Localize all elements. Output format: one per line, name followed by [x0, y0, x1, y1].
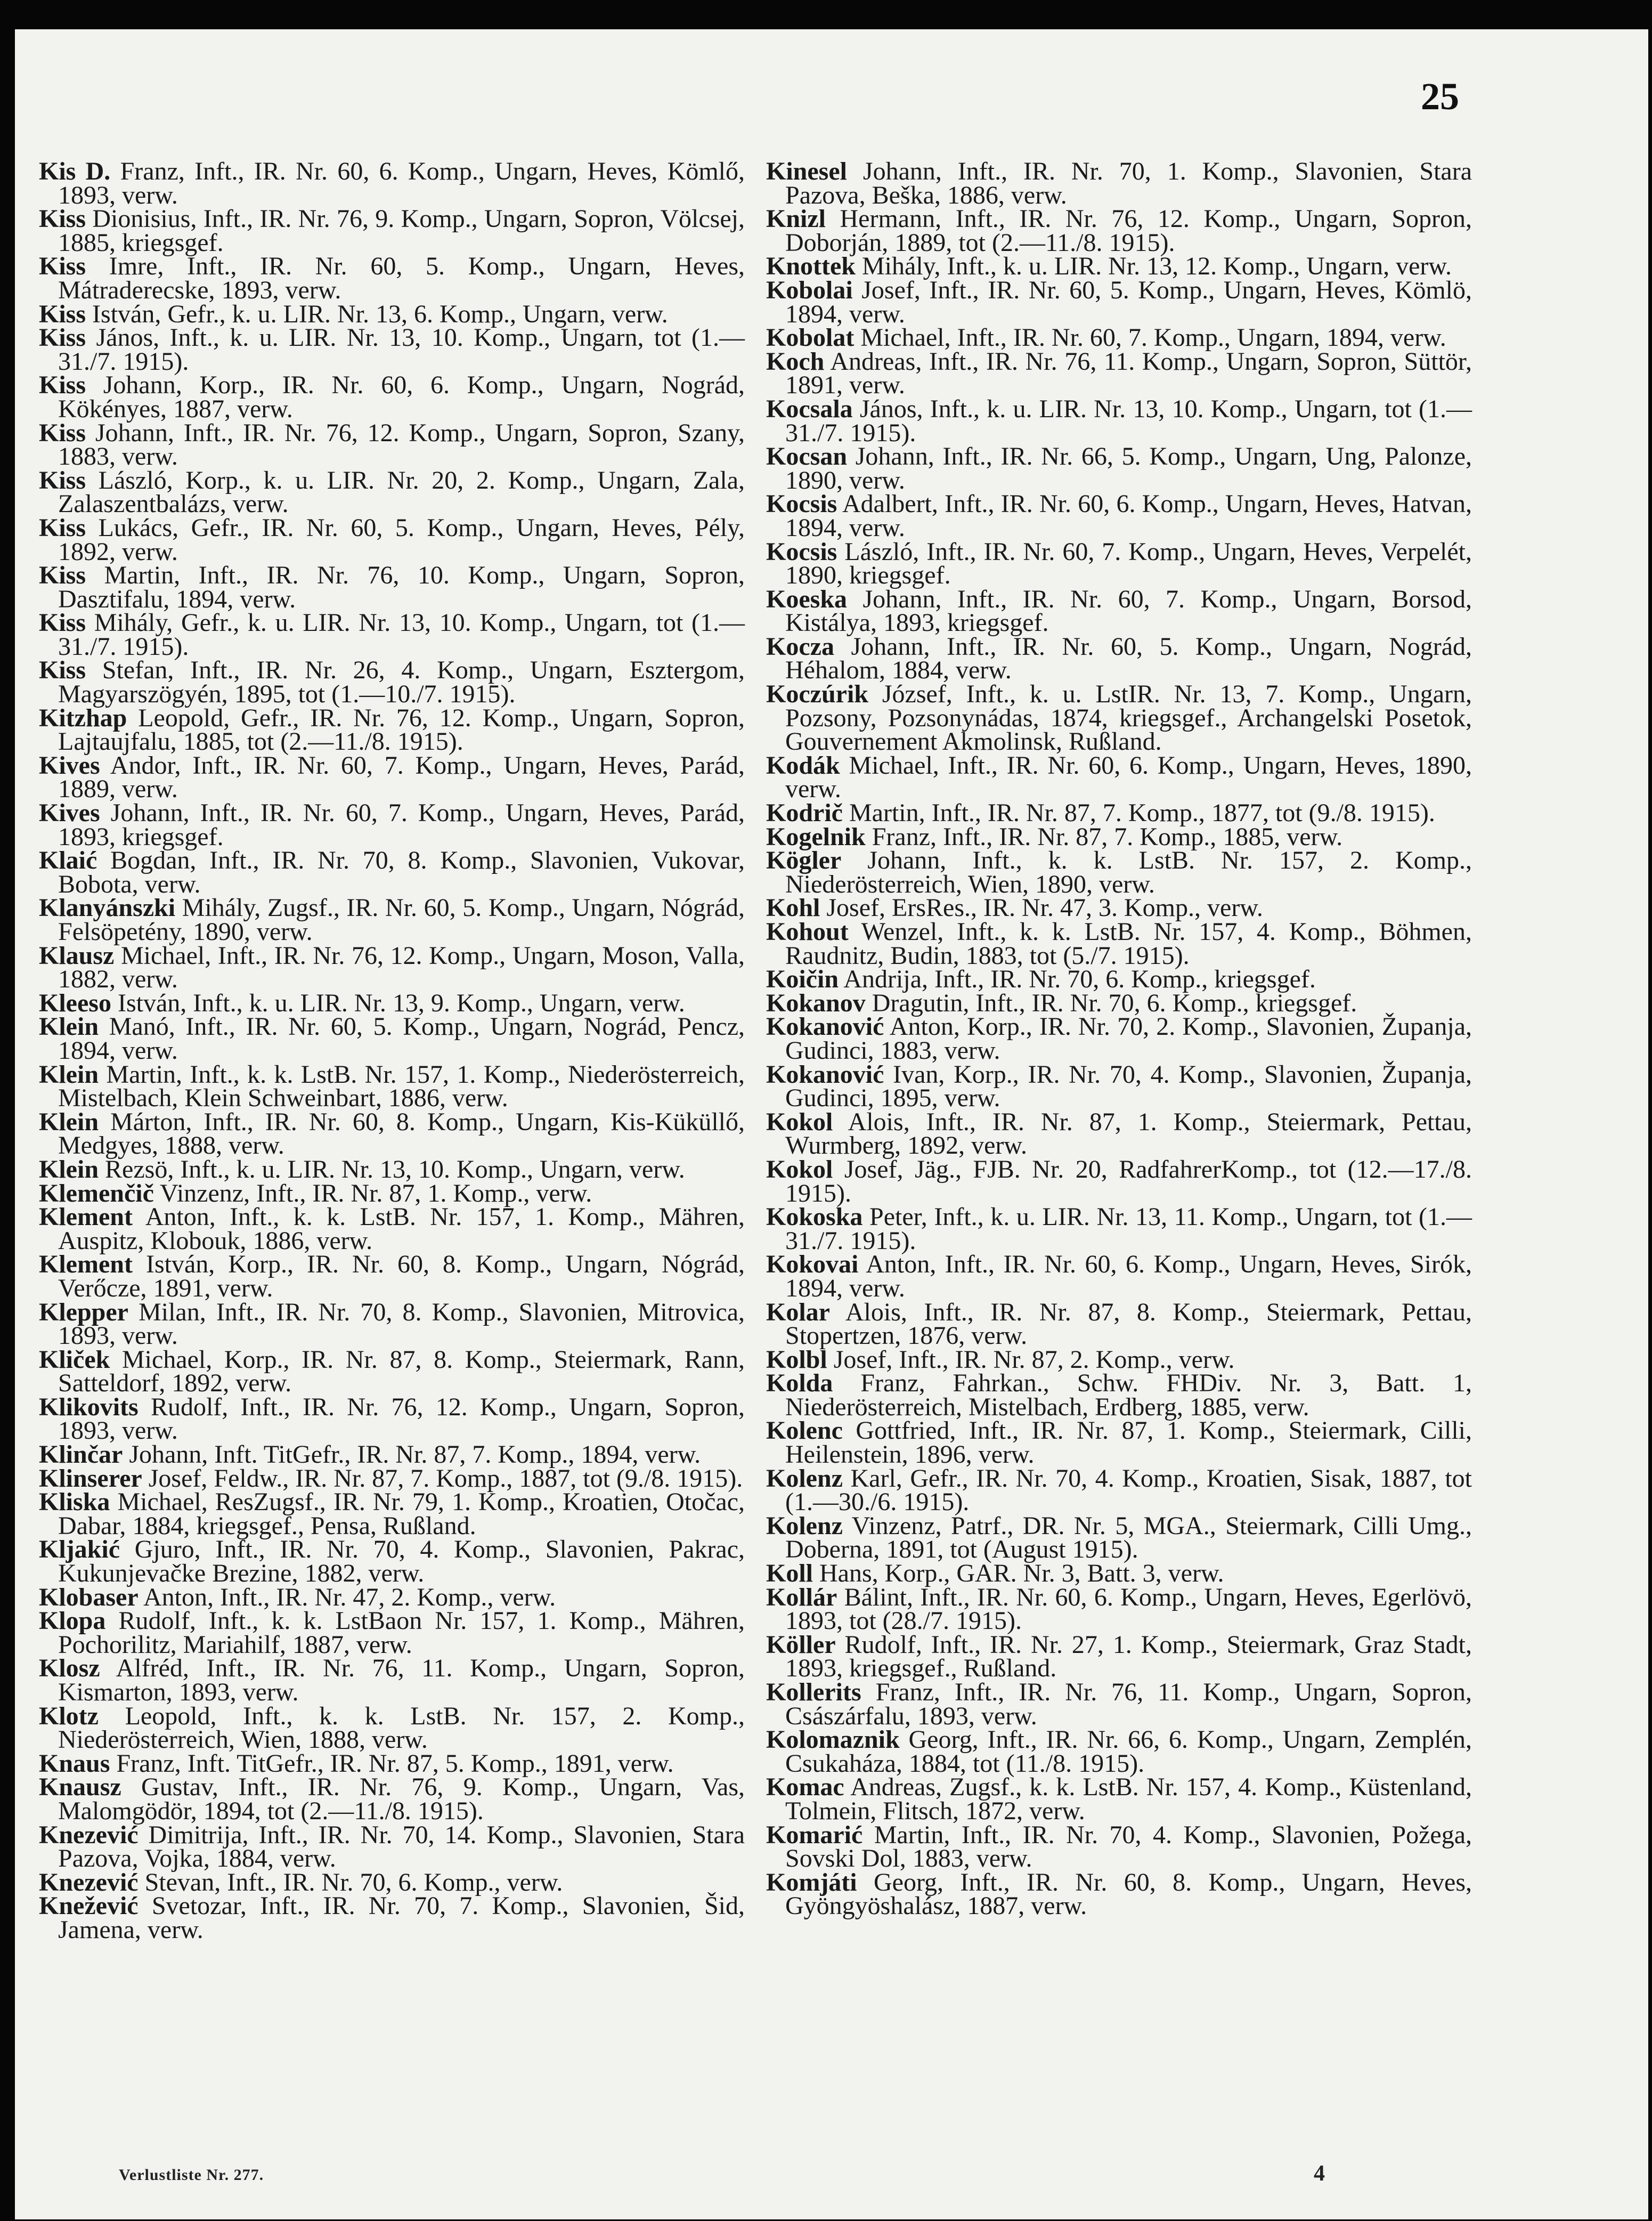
list-entry: [39, 1345, 745, 1398]
entry-details: Johann, Inft., IR. Nr. 60, 5. Komp., Ungarn, Nográd, Héhalom, 1884, verw.: [785, 632, 1472, 685]
list-entry: [766, 1725, 1472, 1778]
entry-surname: Kitzhap: [39, 703, 127, 732]
list-entry: [766, 1464, 1472, 1517]
entry-surname: Knizl: [766, 205, 826, 233]
entry-details: Stevan, Inft., IR. Nr. 70, 6. Komp., verw.: [144, 1868, 563, 1896]
list-entry: [39, 1894, 745, 1942]
entry-details: Andreas, Inft., IR. Nr. 76, 11. Komp., Ungarn, Sopron, Süttör, 1891, verw.: [785, 347, 1472, 400]
entry-surname: Kocza: [766, 632, 834, 661]
entry-details: Martin, Inft., k. k. LstB. Nr. 157, 1. Komp., Niederösterreich, Mistelbach, Klein Schweinbart, 1886, verw.: [58, 1060, 745, 1113]
entry-details: Josef, Inft., IR. Nr. 60, 5. Komp., Ungarn, Heves, Kömlö, 1894, verw.: [785, 275, 1472, 328]
entry-surname: Kiss: [39, 323, 86, 352]
list-entry: [39, 1179, 745, 1207]
entry-details: Rudolf, Inft., IR. Nr. 27, 1. Komp., Steiermark, Graz Stadt, 1893, kriegsgef., Rußland.: [785, 1630, 1472, 1683]
list-entry: [766, 799, 1472, 828]
entry-surname: Kocsan: [766, 442, 848, 471]
entry-details: Manó, Inft., IR. Nr. 60, 5. Komp., Ungarn, Nográd, Pencz, 1894, verw.: [58, 1012, 745, 1065]
footer-signature: 4: [1314, 2161, 1325, 2186]
list-entry: [39, 941, 745, 994]
entry-details: Dionisius, Inft., IR. Nr. 76, 9. Komp., Ungarn, Sopron, Völcsej, 1885, kriegsgef.: [58, 205, 745, 257]
entry-surname: Kiss: [39, 205, 86, 233]
entry-surname: Kögler: [766, 846, 842, 875]
list-entry: [39, 1205, 745, 1253]
entry-surname: Kodrič: [766, 799, 843, 828]
entry-details: Josef, Feldw., IR. Nr. 87, 7. Komp., 1887, tot (9./8. 1915).: [148, 1464, 743, 1493]
list-entry: [39, 323, 745, 376]
entry-details: Anton, Inft., IR. Nr. 60, 6. Komp., Ungarn, Heves, Sirók, 1894, verw.: [785, 1250, 1472, 1302]
right-column: [766, 157, 1472, 1920]
list-entry: [766, 492, 1472, 540]
list-entry: [39, 1868, 745, 1896]
entry-surname: Kiss: [39, 513, 86, 542]
entry-details: Ivan, Korp., IR. Nr. 70, 4. Komp., Slavonien, Županja, Gudinci, 1895, verw.: [785, 1060, 1472, 1113]
entry-details: Johann, Inft., IR. Nr. 60, 7. Komp., Ungarn, Borsod, Kistálya, 1893, kriegsgef.: [785, 585, 1472, 637]
entry-details: János, Inft., k. u. LIR. Nr. 13, 10. Komp., Ungarn, tot (1.—31./7. 1915).: [785, 394, 1472, 447]
entry-surname: Klobaser: [39, 1583, 139, 1611]
list-entry: [39, 1155, 745, 1184]
entry-details: Franz, Fahrkan., Schw. FHDiv. Nr. 3, Batt. 1, Niederösterreich, Mistelbach, Erdberg, 1885, verw.: [785, 1369, 1472, 1421]
entry-surname: Kolomaznik: [766, 1725, 900, 1754]
document-page: [15, 29, 1648, 2219]
footer-note: Verlustliste Nr. 277.: [119, 2166, 264, 2184]
entry-details: Dragutin, Inft., IR. Nr. 70, 6. Komp., kriegsgef.: [872, 988, 1357, 1017]
entry-surname: Komac: [766, 1773, 844, 1802]
entry-surname: Kljakić: [39, 1535, 120, 1564]
list-entry: [766, 585, 1472, 637]
list-entry: [39, 1654, 745, 1706]
list-entry: [766, 1369, 1472, 1421]
entry-details: Johann, Inft., IR. Nr. 60, 7. Komp., Ungarn, Heves, Parád, 1893, kriegsgef.: [58, 799, 745, 851]
list-entry: [39, 801, 745, 849]
entry-details: Bogdan, Inft., IR. Nr. 70, 8. Komp., Slavonien, Vukovar, Bobota, verw.: [58, 846, 745, 898]
entry-surname: Klepper: [39, 1298, 128, 1326]
entry-details: Stefan, Inft., IR. Nr. 26, 4. Komp., Ungarn, Esztergom, Magyarszögyén, 1895, tot (1.—10./7. 1915).: [58, 656, 745, 709]
entry-surname: Kolda: [766, 1369, 833, 1398]
entry-surname: Komarić: [766, 1820, 863, 1849]
entry-surname: Kobolat: [766, 323, 855, 352]
entry-surname: Klaić: [39, 846, 97, 875]
entry-details: Alfréd, Inft., IR. Nr. 76, 11. Komp., Ungarn, Sopron, Kismarton, 1893, verw.: [58, 1654, 745, 1706]
entry-details: Vinzenz, Inft., IR. Nr. 87, 1. Komp., verw.: [160, 1179, 592, 1207]
entry-surname: Kokovai: [766, 1250, 859, 1279]
list-entry: [766, 896, 1472, 920]
entry-details: Anton, Inft., k. k. LstB. Nr. 157, 1. Komp., Mähren, Auspitz, Klobouk, 1886, verw.: [58, 1203, 745, 1255]
entry-details: Johann, Inft., IR. Nr. 66, 5. Komp., Ungarn, Ung, Palonze, 1890, verw.: [785, 442, 1472, 495]
entry-details: Lukács, Gefr., IR. Nr. 60, 5. Komp., Ungarn, Heves, Pély, 1892, verw.: [58, 513, 745, 566]
list-entry: [766, 822, 1472, 851]
entry-surname: Kiss: [39, 656, 86, 685]
list-entry: [766, 157, 1472, 209]
list-entry: [766, 1630, 1472, 1683]
entry-surname: Kiss: [39, 252, 86, 281]
list-entry: [766, 1583, 1472, 1635]
entry-surname: Kocsis: [766, 537, 837, 566]
entry-details: Michael, ResZugsf., IR. Nr. 79, 1. Komp., Kroatien, Otočac, Dabar, 1884, kriegsgef., Pensa, Rußland.: [58, 1488, 745, 1540]
entry-details: Rudolf, Inft., IR. Nr. 76, 12. Komp., Ungarn, Sopron, 1893, verw.: [58, 1392, 745, 1445]
entry-surname: Knausz: [39, 1773, 121, 1802]
entry-surname: Klemenčič: [39, 1179, 154, 1207]
entry-details: Rezsö, Inft., k. u. LIR. Nr. 13, 10. Komp., Ungarn, verw.: [105, 1155, 685, 1184]
entry-details: Josef, Jäg., FJB. Nr. 20, RadfahrerKomp., tot (12.—17./8. 1915).: [785, 1155, 1472, 1207]
entry-details: Josef, ErsRes., IR. Nr. 47, 3. Komp., verw.: [826, 894, 1263, 922]
entry-details: József, Inft., k. u. LstIR. Nr. 13, 7. Komp., Ungarn, Pozsony, Pozsonynádas, 1874, kriegsgef., Archangelski Posetok, Gouvernement Akmolinsk, Rußland.: [785, 680, 1472, 756]
entry-surname: Kocsala: [766, 394, 853, 423]
entry-surname: Kohout: [766, 918, 849, 946]
list-entry: [766, 1868, 1472, 1920]
list-entry: [766, 442, 1472, 495]
entry-details: Leopold, Gefr., IR. Nr. 76, 12. Komp., Ungarn, Sopron, Lajtaujfalu, 1885, tot (2.—11./8. 1915).: [58, 703, 745, 756]
list-entry: [766, 680, 1472, 756]
entry-surname: Kolar: [766, 1298, 830, 1326]
entry-surname: Kokanović: [766, 1060, 884, 1089]
list-entry: [766, 1155, 1472, 1207]
list-entry: [766, 1250, 1472, 1302]
list-entry: [39, 988, 745, 1017]
list-entry: [766, 1773, 1472, 1825]
entry-surname: Klinserer: [39, 1464, 142, 1493]
list-entry: [39, 513, 745, 566]
entry-details: Mihály, Zugsf., IR. Nr. 60, 5. Komp., Ungarn, Nógrád, Felsöpetény, 1890, verw.: [58, 894, 745, 946]
list-entry: [766, 323, 1472, 352]
entry-surname: Kiss: [39, 609, 86, 637]
entry-surname: Kobolai: [766, 275, 853, 304]
list-entry: [39, 1701, 745, 1754]
list-entry: [39, 1107, 745, 1160]
entry-surname: Kives: [39, 799, 100, 828]
entry-surname: Kiss: [39, 371, 86, 400]
list-entry: [766, 846, 1472, 898]
list-entry: [39, 207, 745, 255]
entry-details: Michael, Inft., IR. Nr. 60, 6. Komp., Ungarn, Heves, 1890, verw.: [785, 751, 1472, 804]
entry-surname: Klanyánszki: [39, 894, 176, 922]
entry-details: Andreas, Zugsf., k. k. LstB. Nr. 157, 4. Komp., Küstenland, Tolmein, Flitsch, 1872, verw.: [785, 1773, 1472, 1825]
entry-surname: Knezević: [39, 1820, 139, 1849]
entry-surname: Kokanović: [766, 1012, 884, 1041]
entry-surname: Koll: [766, 1559, 813, 1588]
entry-surname: Kohl: [766, 894, 820, 922]
entry-details: Peter, Inft., k. u. LIR. Nr. 13, 11. Komp., Ungarn, tot (1.—31./7. 1915).: [785, 1203, 1472, 1255]
entry-surname: Kliček: [39, 1345, 110, 1374]
entry-details: Milan, Inft., IR. Nr. 70, 8. Komp., Slavonien, Mitrovica, 1893, verw.: [58, 1298, 745, 1350]
entry-details: Georg, Inft., IR. Nr. 66, 6. Komp., Ungarn, Zemplén, Csukaháza, 1884, tot (11./8. 1915).: [785, 1725, 1472, 1778]
entry-details: Johann, Inft., k. k. LstB. Nr. 157, 2. Komp., Niederösterreich, Wien, 1890, verw.: [785, 846, 1472, 898]
list-entry: [766, 632, 1472, 685]
entry-surname: Kliska: [39, 1488, 110, 1517]
list-entry: [766, 537, 1472, 590]
entry-surname: Kolenc: [766, 1416, 843, 1445]
left-column: [39, 157, 745, 1944]
entry-details: Svetozar, Inft., IR. Nr. 70, 7. Komp., Slavonien, Šid, Jamena, verw.: [58, 1892, 745, 1944]
entry-details: Franz, Inft., IR. Nr. 76, 11. Komp., Ungarn, Sopron, Császárfalu, 1893, verw.: [785, 1678, 1472, 1730]
list-entry: [39, 1392, 745, 1445]
list-entry: [766, 751, 1472, 804]
entry-details: Franz, Inft., IR. Nr. 60, 6. Komp., Ungarn, Heves, Kömlő, 1893, verw.: [58, 157, 745, 209]
entry-details: Michael, Inft., IR. Nr. 76, 12. Komp., Ungarn, Moson, Valla, 1882, verw.: [58, 941, 745, 994]
list-entry: [39, 299, 745, 328]
list-entry: [39, 1490, 745, 1538]
list-entry: [766, 1107, 1472, 1160]
list-entry: [766, 965, 1472, 994]
list-entry: [39, 1012, 745, 1065]
entry-details: Mihály, Gefr., k. u. LIR. Nr. 13, 10. Komp., Ungarn, tot (1.—31./7. 1915).: [58, 609, 745, 661]
list-entry: [766, 1345, 1472, 1374]
entry-details: Hermann, Inft., IR. Nr. 76, 12. Komp., Ungarn, Sopron, Doborján, 1889, tot (2.—11./8. 1915).: [785, 205, 1472, 257]
entry-surname: Koczúrik: [766, 680, 868, 709]
entry-surname: Kokol: [766, 1107, 833, 1136]
list-entry: [39, 703, 745, 756]
list-entry: [39, 561, 745, 613]
list-entry: [766, 1820, 1472, 1873]
entry-details: László, Inft., IR. Nr. 60, 7. Komp., Ungarn, Heves, Verpelét, 1890, kriegsgef.: [785, 537, 1472, 590]
entry-surname: Kis D.: [39, 157, 111, 185]
entry-surname: Kolenz: [766, 1464, 843, 1493]
entry-surname: Klein: [39, 1107, 99, 1136]
entry-details: Martin, Inft., IR. Nr. 70, 4. Komp., Slavonien, Požega, Sovski Dol, 1883, verw.: [785, 1820, 1472, 1873]
entry-details: Hans, Korp., GAR. Nr. 3, Batt. 3, verw.: [819, 1559, 1224, 1588]
list-entry: [766, 1678, 1472, 1730]
entry-surname: Knaus: [39, 1749, 110, 1778]
entry-surname: Klein: [39, 1155, 99, 1184]
entry-details: Alois, Inft., IR. Nr. 87, 8. Komp., Steiermark, Pettau, Stopertzen, 1876, verw.: [785, 1298, 1472, 1350]
entry-details: Márton, Inft., IR. Nr. 60, 8. Komp., Ungarn, Kis-Küküllő, Medgyes, 1888, verw.: [58, 1107, 745, 1160]
list-entry: [766, 1060, 1472, 1113]
entry-details: Johann, Inft., IR. Nr. 76, 12. Komp., Ungarn, Sopron, Szany, 1883, verw.: [58, 418, 745, 471]
list-entry: [39, 1583, 745, 1611]
page-number: 25: [1421, 75, 1459, 118]
entry-surname: Kokol: [766, 1155, 833, 1184]
entry-details: Alois, Inft., IR. Nr. 87, 1. Komp., Steiermark, Pettau, Wurmberg, 1892, verw.: [785, 1107, 1472, 1160]
entry-details: László, Korp., k. u. LIR. Nr. 20, 2. Komp., Ungarn, Zala, Zalaszentbalázs, verw.: [58, 466, 745, 518]
entry-details: Johann, Inft. TitGefr., IR. Nr. 87, 7. Komp., 1894, verw.: [129, 1440, 701, 1469]
entry-surname: Knezević: [39, 1868, 139, 1896]
entry-surname: Klement: [39, 1250, 133, 1279]
entry-surname: Klopa: [39, 1607, 106, 1635]
list-entry: [39, 611, 745, 659]
list-entry: [766, 394, 1472, 447]
list-entry: [39, 1749, 745, 1778]
entry-surname: Kiss: [39, 466, 86, 495]
entry-details: Bálint, Inft., IR. Nr. 60, 6. Komp., Ungarn, Heves, Egerlövö, 1893, tot (28./7. 1915).: [785, 1583, 1472, 1635]
list-entry: [39, 1820, 745, 1873]
entry-details: István, Inft., k. u. LIR. Nr. 13, 9. Komp., Ungarn, verw.: [117, 988, 685, 1017]
entry-details: Anton, Inft., IR. Nr. 47, 2. Komp., verw.: [143, 1583, 556, 1611]
entry-details: Franz, Inft. TitGefr., IR. Nr. 87, 5. Komp., 1891, verw.: [116, 1749, 674, 1778]
list-entry: [766, 347, 1472, 400]
entry-details: János, Inft., k. u. LIR. Nr. 13, 10. Komp., Ungarn, tot (1.—31./7. 1915).: [58, 323, 745, 376]
list-entry: [766, 275, 1472, 328]
list-entry: [766, 1559, 1472, 1588]
list-entry: [39, 1535, 745, 1588]
entry-surname: Kollár: [766, 1583, 837, 1611]
entry-details: Andrija, Inft., IR. Nr. 70, 6. Komp., kriegsgef.: [843, 965, 1316, 994]
list-entry: [766, 207, 1472, 255]
list-entry: [39, 1298, 745, 1350]
list-entry: [39, 157, 745, 209]
entry-surname: Köller: [766, 1630, 836, 1659]
entry-details: Rudolf, Inft., k. k. LstBaon Nr. 157, 1. Komp., Mähren, Pochorilitz, Mariahilf, 1887, verw.: [58, 1607, 745, 1659]
entry-surname: Klinčar: [39, 1440, 123, 1469]
list-entry: [39, 846, 745, 898]
entry-details: Leopold, Inft., k. k. LstB. Nr. 157, 2. Komp., Niederösterreich, Wien, 1888, verw.: [58, 1701, 745, 1754]
list-entry: [39, 1250, 745, 1302]
entry-surname: Koeska: [766, 585, 848, 613]
entry-surname: Komjáti: [766, 1868, 857, 1896]
entry-surname: Klausz: [39, 941, 115, 970]
entry-details: Josef, Inft., IR. Nr. 87, 2. Komp., verw.: [833, 1345, 1235, 1374]
entry-surname: Kiss: [39, 299, 86, 328]
entry-details: Karl, Gefr., IR. Nr. 70, 4. Komp., Kroatien, Sisak, 1887, tot (1.—30./6. 1915).: [785, 1464, 1472, 1517]
entry-details: Adalbert, Inft., IR. Nr. 60, 6. Komp., Ungarn, Heves, Hatvan, 1894, verw.: [785, 490, 1472, 542]
entry-surname: Kolbl: [766, 1345, 827, 1374]
entry-details: Mihály, Inft., k. u. LIR. Nr. 13, 12. Komp., Ungarn, verw.: [862, 252, 1452, 281]
list-entry: [766, 252, 1472, 281]
entry-surname: Kolenz: [766, 1511, 843, 1540]
entry-surname: Koičin: [766, 965, 839, 994]
entry-surname: Klosz: [39, 1654, 100, 1683]
list-entry: [39, 418, 745, 471]
entry-surname: Kokanov: [766, 988, 866, 1017]
entry-surname: Koch: [766, 347, 825, 376]
entry-surname: Klikovits: [39, 1392, 139, 1421]
list-entry: [39, 656, 745, 709]
entry-details: Dimitrija, Inft., IR. Nr. 70, 14. Komp., Slavonien, Stara Pazova, Vojka, 1884, verw.: [58, 1820, 745, 1873]
entry-surname: Klein: [39, 1012, 99, 1041]
list-entry: [766, 920, 1472, 968]
entry-surname: Kollerits: [766, 1678, 861, 1706]
entry-details: Gjuro, Inft., IR. Nr. 70, 4. Komp., Slavonien, Pakrac, Kukunjevačke Brezine, 1882, verw.: [58, 1535, 745, 1588]
entry-details: Wenzel, Inft., k. k. LstB. Nr. 157, 4. Komp., Böhmen, Raudnitz, Budin, 1883, tot (5./7. 1915).: [785, 918, 1472, 970]
entry-details: Imre, Inft., IR. Nr. 60, 5. Komp., Ungarn, Heves, Mátraderecske, 1893, verw.: [58, 252, 745, 304]
list-entry: [766, 1205, 1472, 1253]
entry-details: Johann, Inft., IR. Nr. 70, 1. Komp., Slavonien, Stara Pazova, Beška, 1886, verw.: [785, 157, 1472, 209]
list-entry: [39, 1609, 745, 1657]
entry-surname: Kleeso: [39, 988, 111, 1017]
entry-details: Michael, Inft., IR. Nr. 60, 7. Komp., Ungarn, 1894, verw.: [860, 323, 1446, 352]
entry-surname: Klein: [39, 1060, 99, 1089]
entry-surname: Kiss: [39, 561, 86, 590]
list-entry: [39, 252, 745, 304]
list-entry: [39, 1060, 745, 1113]
list-entry: [39, 896, 745, 944]
entry-surname: Kives: [39, 751, 100, 780]
list-entry: [766, 988, 1472, 1017]
entry-details: István, Korp., IR. Nr. 60, 8. Komp., Ungarn, Nógrád, Verőcze, 1891, verw.: [58, 1250, 745, 1302]
entry-details: Georg, Inft., IR. Nr. 60, 8. Komp., Ungarn, Heves, Gyöngyöshalász, 1887, verw.: [785, 1868, 1472, 1920]
entry-surname: Kodák: [766, 751, 840, 780]
entry-details: Martin, Inft., IR. Nr. 87, 7. Komp., 1877, tot (9./8. 1915).: [849, 799, 1435, 828]
list-entry: [766, 1298, 1472, 1350]
entry-details: Martin, Inft., IR. Nr. 76, 10. Komp., Ungarn, Sopron, Dasztifalu, 1894, verw.: [58, 561, 745, 613]
entry-surname: Knežević: [39, 1892, 139, 1920]
entry-details: Gustav, Inft., IR. Nr. 76, 9. Komp., Ungarn, Vas, Malomgödör, 1894, tot (2.—11./8. 1915).: [58, 1773, 745, 1825]
list-entry: [39, 751, 745, 804]
list-entry: [39, 1440, 745, 1469]
entry-details: Franz, Inft., IR. Nr. 87, 7. Komp., 1885, verw.: [872, 822, 1343, 851]
list-entry: [39, 371, 745, 423]
entry-details: Johann, Korp., IR. Nr. 60, 6. Komp., Ungarn, Nográd, Kökényes, 1887, verw.: [58, 371, 745, 423]
entry-surname: Kocsis: [766, 490, 837, 518]
entry-surname: Kogelnik: [766, 822, 866, 851]
entry-surname: Knottek: [766, 252, 856, 281]
entry-details: István, Gefr., k. u. LIR. Nr. 13, 6. Komp., Ungarn, verw.: [92, 299, 668, 328]
list-entry: [766, 1511, 1472, 1564]
entry-details: Anton, Korp., IR. Nr. 70, 2. Komp., Slavonien, Županja, Gudinci, 1883, verw.: [785, 1012, 1472, 1065]
entry-details: Gottfried, Inft., IR. Nr. 87, 1. Komp., Steiermark, Cilli, Heilenstein, 1896, verw.: [785, 1416, 1472, 1469]
entry-surname: Kokoska: [766, 1203, 863, 1231]
entry-surname: Klotz: [39, 1701, 99, 1730]
list-entry: [766, 1416, 1472, 1469]
entry-surname: Kinesel: [766, 157, 847, 185]
entry-details: Vinzenz, Patrf., DR. Nr. 5, MGA., Steiermark, Cilli Umg., Doberna, 1891, tot (August 1915).: [785, 1511, 1472, 1564]
list-entry: [39, 1464, 745, 1493]
entry-surname: Klement: [39, 1203, 133, 1231]
list-entry: [766, 1012, 1472, 1065]
entry-surname: Kiss: [39, 418, 86, 447]
list-entry: [39, 1773, 745, 1825]
entry-details: Michael, Korp., IR. Nr. 87, 8. Komp., Steiermark, Rann, Satteldorf, 1892, verw.: [58, 1345, 745, 1398]
entry-details: Andor, Inft., IR. Nr. 60, 7. Komp., Ungarn, Heves, Parád, 1889, verw.: [58, 751, 745, 804]
list-entry: [39, 466, 745, 518]
